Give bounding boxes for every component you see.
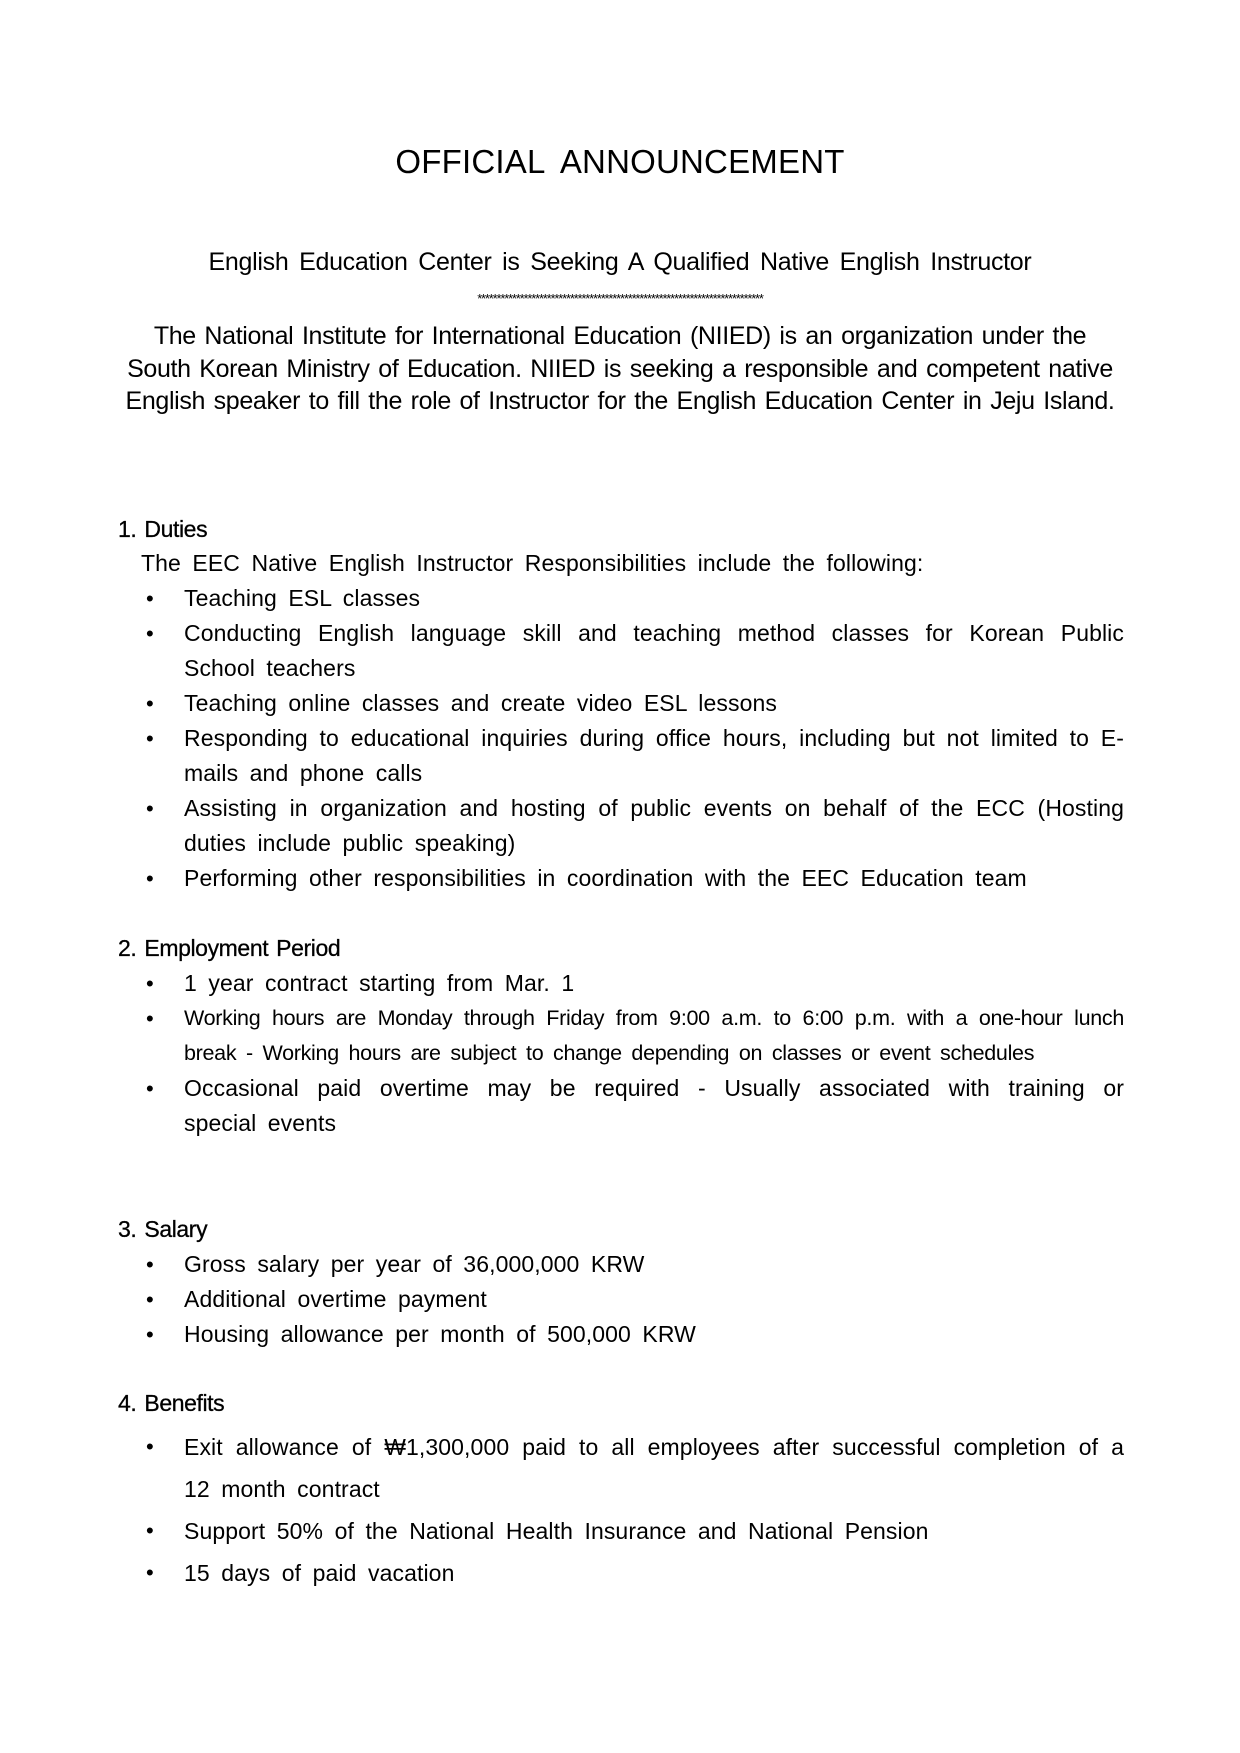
section-lead-text: The EEC Native English Instructor Responsibilities include the following: xyxy=(141,550,924,576)
list-item xyxy=(118,1426,1124,1510)
bullet-icon: • xyxy=(146,691,154,716)
asterisk-separator: ************************************************************************** xyxy=(477,291,763,306)
bullet-icon: • xyxy=(146,1322,154,1347)
benefits-list xyxy=(118,1426,1124,1594)
bullet-icon: • xyxy=(146,971,154,996)
section-benefits xyxy=(118,1388,1124,1594)
section-heading: 4. Benefits xyxy=(118,1390,225,1416)
section-heading: 2. Employment Period xyxy=(118,935,341,961)
list-item-text: Conducting English language skill and teaching method classes for Korean Public School teachers xyxy=(184,620,1124,681)
list-item-text: Additional overtime payment xyxy=(184,1286,487,1312)
bullet-icon: • xyxy=(146,726,154,751)
list-item-text: Occasional paid overtime may be required - Usually associated with training or special events xyxy=(184,1075,1124,1136)
list-item xyxy=(118,1510,1124,1552)
list-item-text: Support 50% of the National Health Insurance and National Pension xyxy=(184,1518,929,1544)
list-item xyxy=(118,1071,1124,1141)
section-heading: 1. Duties xyxy=(118,516,208,542)
bullet-icon: • xyxy=(146,1518,154,1543)
list-item xyxy=(118,1001,1124,1071)
list-item-text: 15 days of paid vacation xyxy=(184,1560,455,1586)
list-item xyxy=(118,616,1124,686)
list-item xyxy=(118,581,1124,616)
list-item xyxy=(118,861,1124,896)
list-item xyxy=(118,1317,1124,1352)
page-title: OFFICIAL ANNOUNCEMENT xyxy=(395,143,845,180)
list-item xyxy=(118,721,1124,791)
bullet-icon: • xyxy=(146,1434,154,1459)
section-salary xyxy=(118,1214,1124,1352)
list-item-text: Performing other responsibilities in coordination with the EEC Education team xyxy=(184,865,1027,891)
bullet-icon: • xyxy=(146,621,154,646)
list-item-text: 1 year contract starting from Mar. 1 xyxy=(184,970,575,996)
bullet-icon: • xyxy=(146,866,154,891)
list-item-text: Working hours are Monday through Friday from 9:00 a.m. to 6:00 p.m. with a one-hour lunch break - Working hours are subject to change depending on classes or event schedules xyxy=(184,1006,1124,1065)
list-item-text: Assisting in organization and hosting of public events on behalf of the ECC (Hosting duties include public speaking) xyxy=(184,795,1124,856)
bullet-icon: • xyxy=(146,1252,154,1277)
bullet-icon: • xyxy=(146,586,154,611)
section-employment-period xyxy=(118,933,1124,1141)
list-item xyxy=(118,966,1124,1001)
list-item xyxy=(118,791,1124,861)
list-item-text: Exit allowance of ₩1,300,000 paid to all employees after successful completion of a 12 month contract xyxy=(184,1434,1124,1502)
page-subtitle: English Education Center is Seeking A Qualified Native English Instructor xyxy=(208,248,1032,276)
list-item xyxy=(118,686,1124,721)
list-item-text: Housing allowance per month of 500,000 KRW xyxy=(184,1321,696,1347)
list-item xyxy=(118,1282,1124,1317)
employment-list xyxy=(118,966,1124,1141)
list-item xyxy=(118,1247,1124,1282)
bullet-icon: • xyxy=(146,1006,154,1031)
intro-paragraph: The National Institute for International Education (NIIED) is an organization under the South Korean Ministry of Education. NIIED is seeking a responsible and competent native English speaker to fill the role of Instructor for the English Education Center in Jeju Island. xyxy=(125,322,1115,415)
list-item-text: Responding to educational inquiries during office hours, including but not limited to E-mails and phone calls xyxy=(184,725,1124,786)
list-item-text: Gross salary per year of 36,000,000 KRW xyxy=(184,1251,645,1277)
duties-list xyxy=(118,581,1124,896)
list-item-text: Teaching ESL classes xyxy=(184,585,421,611)
bullet-icon: • xyxy=(146,1560,154,1585)
salary-list xyxy=(118,1247,1124,1352)
section-duties xyxy=(118,514,1124,896)
bullet-icon: • xyxy=(146,1287,154,1312)
list-item xyxy=(118,1552,1124,1594)
section-heading: 3. Salary xyxy=(118,1216,208,1242)
bullet-icon: • xyxy=(146,1076,154,1101)
list-item-text: Teaching online classes and create video ESL lessons xyxy=(184,690,777,716)
bullet-icon: • xyxy=(146,796,154,821)
